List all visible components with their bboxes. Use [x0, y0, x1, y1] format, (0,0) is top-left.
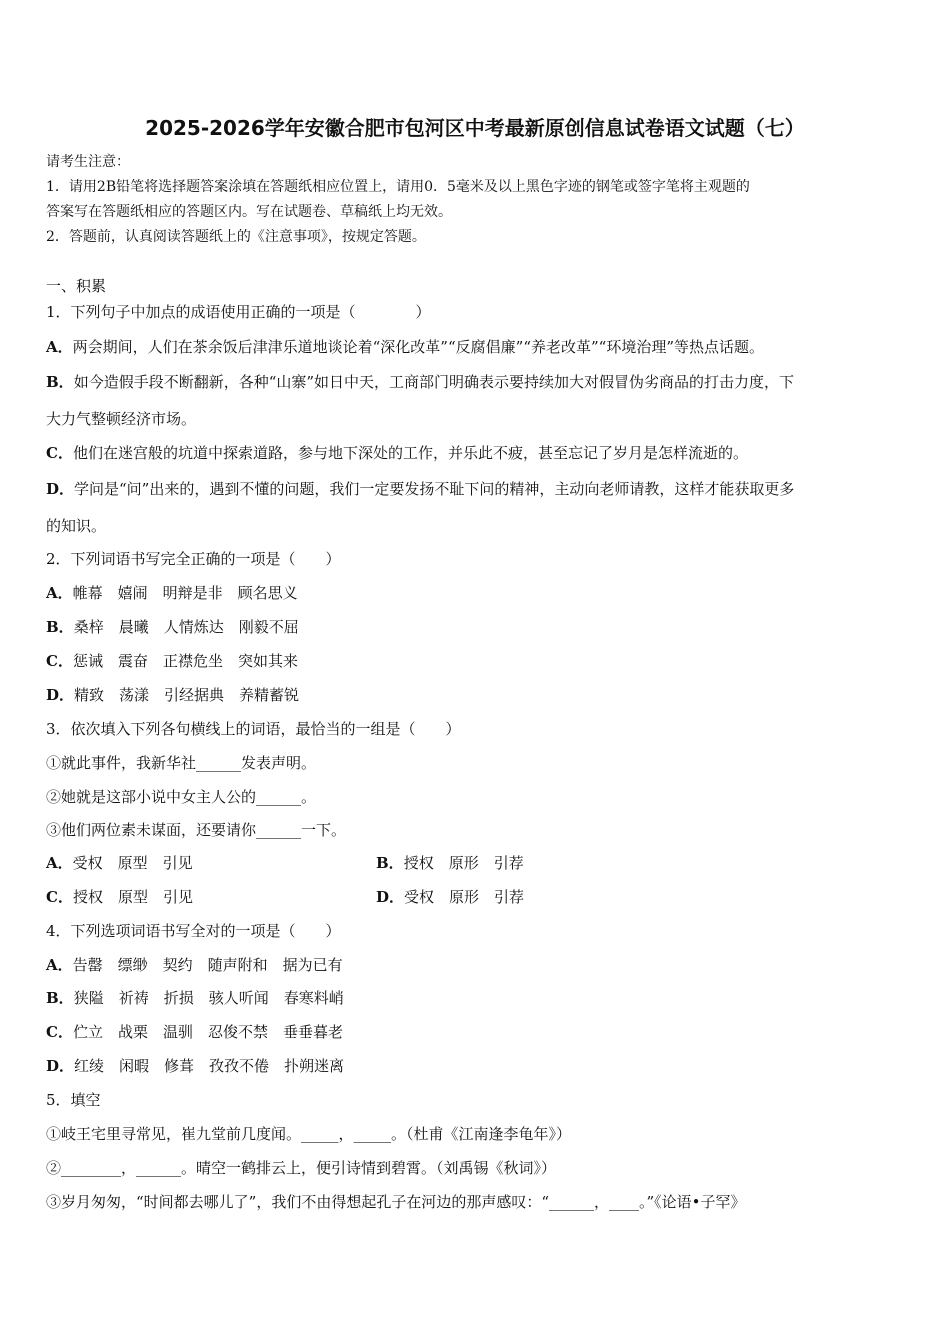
- question-4-option-d: [46, 1056, 344, 1076]
- question-2-stem: 2．下列词语书写完全正确的一项是（ ）: [46, 550, 341, 568]
- question-1-option-d: [46, 479, 794, 499]
- option-label: C．: [46, 444, 73, 462]
- question-5-stem: 5．填空: [46, 1091, 101, 1109]
- question-4-option-a: [46, 955, 343, 975]
- option-text: 如今造假手段不断翻新，各种“山寨”如日中天，工商部门明确表示要持续加大对假冒伪劣商品的打击力度，下: [73, 373, 795, 391]
- question-3-sentence-1: ①就此事件，我新华社______发表声明。: [46, 754, 317, 772]
- notice-line-2: 答案写在答题纸相应的答题区内。写在试题卷、草稿纸上均无效。: [46, 204, 452, 220]
- option-label: A．: [46, 584, 73, 602]
- question-1-option-b: [46, 372, 794, 392]
- option-label: D．: [46, 480, 75, 498]
- option-label: D．: [46, 1057, 75, 1075]
- question-3-sentence-2: ②她就是这部小说中女主人公的______。: [46, 788, 317, 806]
- option-text: 桑梓 晨曦 人情炼达 刚毅不屈: [73, 618, 299, 636]
- option-label: C．: [46, 652, 73, 670]
- option-text: 狭隘 祈祷 折损 骇人听闻 春寒料峭: [73, 989, 344, 1007]
- question-2-option-d: [46, 685, 299, 705]
- option-label: B．: [46, 373, 74, 391]
- question-3-stem: 3．依次填入下列各句横线上的词语，最恰当的一组是（ ）: [46, 720, 461, 738]
- option-text: 红绫 闲暇 修葺 孜孜不倦 扑朔迷离: [74, 1057, 345, 1075]
- question-4-stem: 4．下列选项词语书写全对的一项是（ ）: [46, 922, 341, 940]
- question-2-option-b: [46, 617, 299, 637]
- option-label: D．: [376, 888, 405, 906]
- option-text: 精致 荡漾 引经据典 养精蓄锐: [74, 686, 300, 704]
- option-text: 告罄 缥缈 契约 随声附和 据为已有: [72, 956, 343, 974]
- notice-line-3: 2．答题前，认真阅读答题纸上的《注意事项》，按规定答题。: [46, 229, 426, 245]
- question-1-stem: 1．下列句子中加点的成语使用正确的一项是（ ）: [46, 303, 431, 321]
- notice-line-1: 1．请用2B铅笔将选择题答案涂填在答题纸相应位置上，请用0．5毫米及以上黑色字迹的钢笔或签字笔将主观题的: [46, 179, 750, 195]
- question-5-item-3: ③岁月匆匆，“时间都去哪儿了”，我们不由得想起孔子在河边的那声感叹：“______，____。”《论语•子罕》: [46, 1193, 746, 1211]
- option-text: 帷幕 嬉闹 明辩是非 顾名思义: [72, 584, 298, 602]
- page-title: 2025-2026学年安徽合肥市包河区中考最新原创信息试卷语文试题（七）: [145, 116, 805, 140]
- question-3-option-d: [376, 887, 524, 907]
- question-1-option-b-cont: 大力气整顿经济市场。: [46, 410, 197, 428]
- option-text: 受权 原形 引荐: [404, 888, 525, 906]
- option-text: 授权 原型 引见: [72, 888, 193, 906]
- option-label: C．: [46, 888, 73, 906]
- option-text: 他们在迷宫般的坑道中探索道路，参与地下深处的工作，并乐此不疲，甚至忘记了岁月是怎样流逝的。: [72, 444, 748, 462]
- option-label: A．: [46, 854, 73, 872]
- option-label: A．: [46, 338, 73, 356]
- option-text: 伫立 战栗 温驯 忍俊不禁 垂垂暮老: [72, 1023, 343, 1041]
- notice-heading: 请考生注意：: [46, 154, 130, 170]
- question-3-sentence-3: ③他们两位素未谋面，还要请你______一下。: [46, 821, 347, 839]
- option-label: B．: [46, 989, 74, 1007]
- option-label: A．: [46, 956, 73, 974]
- question-3-option-b: [376, 853, 524, 873]
- option-text: 两会期间，人们在茶余饭后津津乐道地谈论着“深化改革”“反腐倡廉”“养老改革”“环境治理”等热点话题。: [72, 338, 764, 356]
- question-4-option-b: [46, 988, 344, 1008]
- question-2-option-c: [46, 651, 298, 671]
- question-1-option-a: [46, 337, 764, 357]
- option-text: 受权 原型 引见: [72, 854, 193, 872]
- question-4-option-c: [46, 1022, 343, 1042]
- section-heading: 一、积累: [46, 277, 107, 295]
- option-label: C．: [46, 1023, 73, 1041]
- option-text: 学问是“问”出来的，遇到不懂的问题，我们一定要发扬不耻下问的精神，主动向老师请教，这样才能获取更多: [74, 480, 795, 498]
- option-label: B．: [376, 854, 404, 872]
- question-5-item-2: ②________，______。晴空一鹤排云上，便引诗情到碧霄。（刘禹锡《秋词》）: [46, 1159, 557, 1177]
- option-text: 授权 原形 引荐: [403, 854, 524, 872]
- option-label: D．: [46, 686, 75, 704]
- question-1-option-c: [46, 443, 748, 463]
- question-1-option-d-cont: 的知识。: [46, 517, 107, 535]
- question-5-item-1: ①岐王宅里寻常见，崔九堂前几度闻。_____，_____。（杜甫《江南逢李龟年》）: [46, 1125, 572, 1143]
- question-3-option-a: [46, 853, 193, 873]
- option-label: B．: [46, 618, 74, 636]
- question-2-option-a: [46, 583, 298, 603]
- option-text: 惩诫 震奋 正襟危坐 突如其来: [72, 652, 298, 670]
- question-3-option-c: [46, 887, 193, 907]
